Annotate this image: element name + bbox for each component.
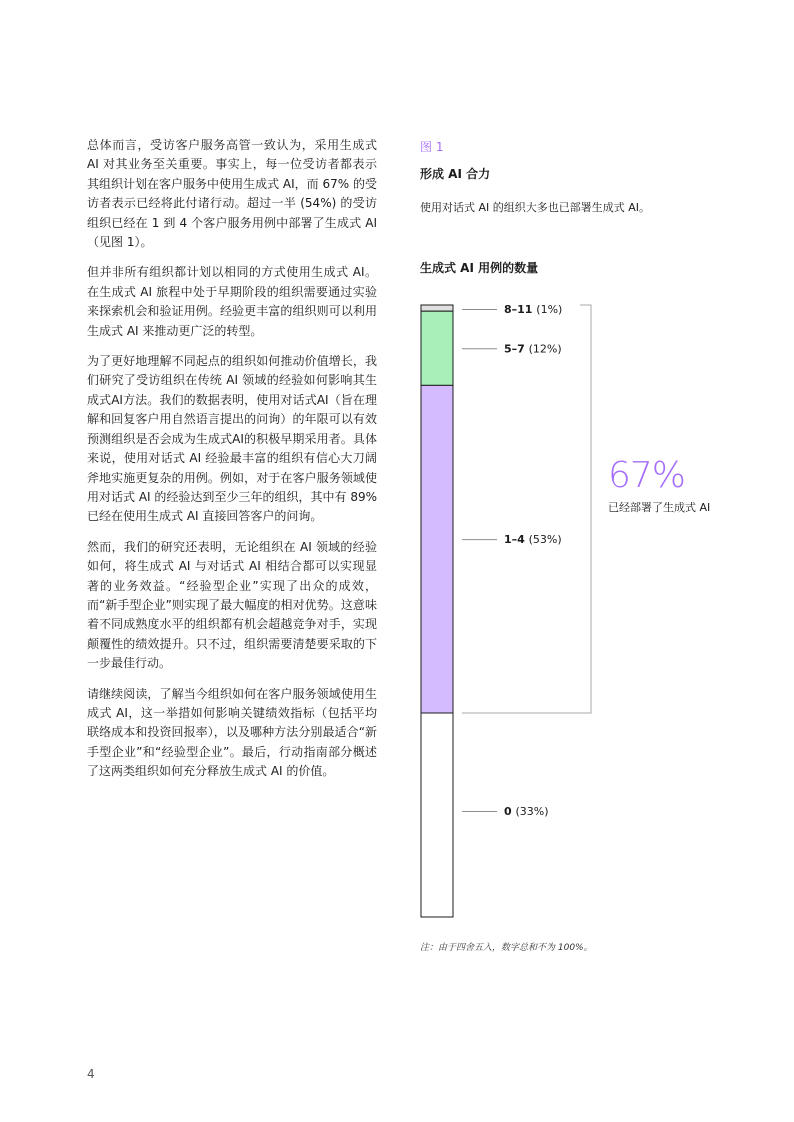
- segment-value: (12%): [528, 342, 562, 356]
- highlight-caption: 已经部署了生成式 AI: [608, 501, 711, 514]
- deployed-bracket: [462, 305, 591, 713]
- figure-title: 形成 AI 合力: [420, 167, 491, 181]
- segment-label: [504, 342, 562, 355]
- segment-label: [504, 303, 562, 316]
- highlight-percentage: 67%: [608, 455, 686, 496]
- bar-segment-3: [421, 385, 453, 713]
- segment-category: 0: [504, 805, 516, 818]
- segment-value: (53%): [528, 533, 562, 547]
- segment-value: (33%): [515, 805, 549, 818]
- figure-note: 注：由于四舍五入，数字总和不为 100%。: [420, 943, 593, 953]
- stacked-bar-chart: [410, 295, 610, 925]
- bar-segment-2: [421, 311, 453, 385]
- paragraph: 总体而言，受访客户服务高管一致认为，采用生成式 AI 对其业务至关重要。事实上，每一位受访者都表示其组织计划在客户服务中使用生成式 AI，而 67% 的受访者表示已经将此付诸行动。超过一半 (54%) 的受访组织已经在 1 到 4 个客户服务用例中部署了生成式 AI（见图 1）。: [87, 138, 377, 250]
- bar-segment-1: [421, 305, 453, 311]
- segment-category: 1–4: [504, 533, 529, 547]
- figure-subtitle: 使用对话式 AI 的组织大多也已部署生成式 AI。: [420, 201, 651, 214]
- paragraph: 然而，我们的研究还表明，无论组织在 AI 领域的经验如何，将生成式 AI 与对话式 AI 相结合都可以实现显著的业务效益。“经验型企业”实现了出众的成效，而“新手型企业”则实现了最大幅度的相对优势。这意味着不同成熟度水平的组织都有机会超越竞争对手，实现颠覆性的绩效提升。只不过，组织需要清楚要采取的下一步最佳行动。: [87, 539, 377, 671]
- segment-label: [504, 805, 549, 818]
- segment-category: 5–7: [504, 342, 529, 356]
- chart-heading: 生成式 AI 用例的数量: [420, 261, 539, 275]
- segment-label: [504, 533, 562, 546]
- figure-label: 图 1: [420, 140, 444, 154]
- body-text: [87, 136, 377, 793]
- paragraph: 为了更好地理解不同起点的组织如何推动价值增长，我们研究了受访组织在传统 AI 领域的经验如何影响其生成式AI方法。我们的数据表明，使用对话式AI（旨在理解和回复客户用自然语言提出的问询）的年限可以有效预测组织是否会成为生成式AI的积极早期采用者。具体来说，使用对话式 AI 经验最丰富的组织有信心大刀阔斧地实施更复杂的用例。例如，对于在客户服务领域使用对话式 AI 的经验达到至少三年的组织，其中有 89% 已经在使用生成式 AI 直接回答客户的问询。: [87, 354, 377, 524]
- segment-value: (1%): [536, 303, 563, 316]
- paragraph: 请继续阅读，了解当今组织如何在客户服务领域使用生成式 AI，这一举措如何影响关键绩效指标（包括平均联络成本和投资回报率），以及哪种方法分别最适合“新手型企业”和“经验型企业”。最后，行动指南部分概述了这两类组织如何充分释放生成式 AI 的价值。: [87, 686, 377, 779]
- segment-category: 8–11: [504, 303, 537, 316]
- paragraph: 但并非所有组织都计划以相同的方式使用生成式 AI。在生成式 AI 旅程中处于早期阶段的组织需要通过实验来探索机会和验证用例。经验更丰富的组织则可以利用生成式 AI 来推动更广泛的转型。: [87, 265, 377, 338]
- bar-segment-4: [421, 713, 453, 917]
- page-number: 4: [87, 1067, 95, 1081]
